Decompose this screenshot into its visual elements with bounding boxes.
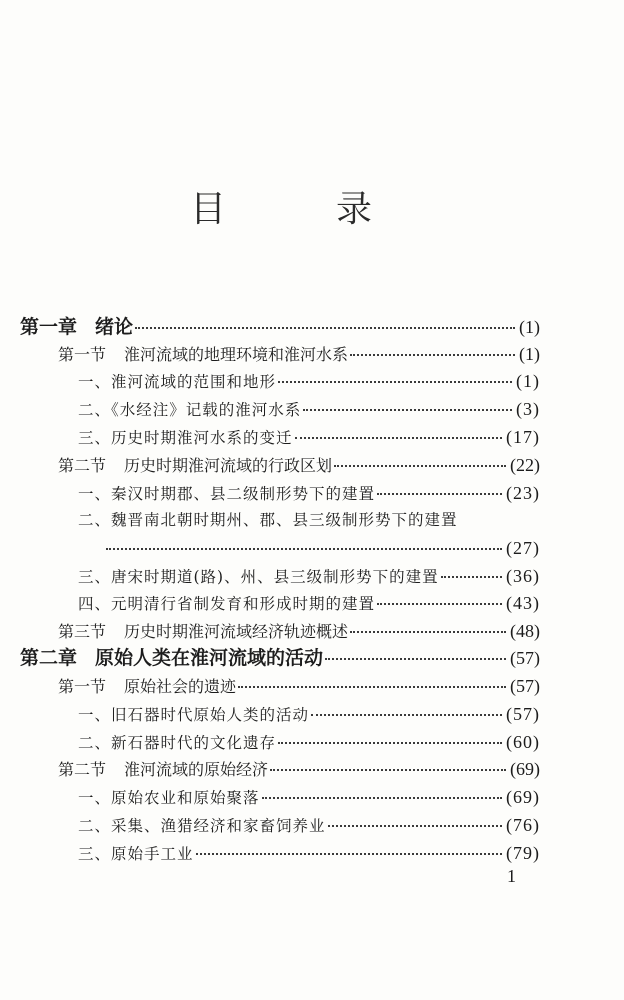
toc-section-2-2[interactable] [58, 756, 540, 782]
section-title: 淮河流域的原始经济 [124, 760, 269, 779]
chapter-title: 原始人类在淮河流域的活动 [95, 647, 324, 669]
toc-item-wrapped-title[interactable]: 二、魏晋南北朝时期州、郡、县三级制形势下的建置 [78, 511, 458, 529]
toc-item-continuation[interactable] [104, 535, 540, 561]
page-ref: (36) [506, 566, 540, 586]
dot-leader [262, 797, 502, 799]
toc-section-1-1[interactable] [58, 341, 540, 367]
section-title: 历史时期淮河流域的行政区划 [124, 456, 333, 475]
page-ref: (27) [506, 538, 540, 558]
dot-leader [350, 354, 515, 356]
toc-item[interactable] [78, 784, 540, 810]
item-title: 一、淮河流域的范围和地形 [78, 373, 277, 391]
page-ref: (1) [516, 371, 540, 391]
dot-leader [328, 825, 502, 827]
item-title: 三、原始手工业 [78, 845, 194, 863]
dot-leader [377, 493, 502, 495]
dot-leader [311, 714, 502, 716]
page-ref: (23) [506, 483, 540, 503]
dot-leader [441, 576, 502, 578]
dot-leader [350, 631, 506, 633]
dot-leader [303, 409, 512, 411]
toc-item[interactable] [78, 840, 540, 866]
item-title: 二、《水经注》记载的淮河水系 [78, 401, 302, 419]
section-label: 第二节 [58, 760, 107, 779]
toc-section-2-1[interactable] [58, 673, 540, 699]
item-title: 三、唐宋时期道(路)、州、县三级制形势下的建置 [78, 568, 439, 586]
section-title: 历史时期淮河流域经济轨迹概述 [124, 622, 349, 641]
dot-leader [196, 853, 502, 855]
toc-section-1-3[interactable] [58, 618, 540, 644]
page-ref: (60) [506, 732, 540, 752]
page-ref: (69) [506, 787, 540, 807]
item-title: 三、历史时期淮河水系的变迁 [78, 429, 293, 447]
page-ref: (17) [506, 427, 540, 447]
toc-item[interactable] [78, 812, 540, 838]
toc-item[interactable] [78, 480, 540, 506]
dot-leader [325, 658, 506, 660]
toc-item[interactable] [78, 563, 540, 589]
toc-item[interactable] [78, 590, 540, 616]
toc-item[interactable] [78, 396, 540, 422]
page-ref: (48) [510, 621, 540, 641]
dot-leader [135, 327, 515, 329]
page-ref: (1) [519, 344, 540, 364]
page-ref: (43) [506, 593, 540, 613]
item-title: 一、秦汉时期郡、县二级制形势下的建置 [78, 485, 376, 503]
toc-section-1-2[interactable] [58, 452, 540, 478]
item-title: 一、原始农业和原始聚落 [78, 789, 260, 807]
toc-item[interactable] [78, 368, 540, 394]
toc-item[interactable] [78, 701, 540, 727]
dot-leader [106, 548, 502, 550]
toc-chapter-2[interactable] [20, 645, 540, 671]
dot-leader [278, 381, 512, 383]
page-ref: (79) [506, 843, 540, 863]
item-title: 四、元明清行省制发育和形成时期的建置 [78, 595, 376, 613]
toc-chapter-1[interactable] [20, 314, 540, 340]
section-label: 第三节 [58, 622, 107, 641]
item-title: 二、新石器时代的文化遗存 [78, 734, 277, 752]
dot-leader [377, 603, 502, 605]
page-ref: (76) [506, 815, 540, 835]
section-title: 淮河流域的地理环境和淮河水系 [124, 345, 349, 364]
section-label: 第二节 [58, 456, 107, 475]
toc-heading [0, 188, 624, 238]
toc-item[interactable] [78, 424, 540, 450]
dot-leader [295, 437, 502, 439]
dot-leader [278, 742, 502, 744]
section-title: 原始社会的遗迹 [124, 677, 237, 696]
chapter-label: 第一章 [20, 316, 78, 338]
page-ref: (69) [510, 759, 540, 779]
section-label: 第一节 [58, 677, 107, 696]
page-number: 1 [507, 866, 516, 886]
toc-item[interactable] [78, 729, 540, 755]
toc-heading-char-2: 录 [336, 189, 373, 230]
chapter-label: 第二章 [20, 647, 78, 669]
page-ref: (57) [510, 648, 540, 668]
item-title: 一、旧石器时代原始人类的活动 [78, 706, 310, 724]
dot-leader [238, 686, 506, 688]
chapter-title: 绪论 [95, 316, 134, 338]
dot-leader [270, 769, 506, 771]
page-ref: (57) [510, 676, 540, 696]
toc-heading-char-1: 目 [190, 189, 227, 230]
page-ref: (57) [506, 704, 540, 724]
section-label: 第一节 [58, 345, 107, 364]
page-ref: (1) [519, 317, 540, 337]
page-ref: (22) [510, 455, 540, 475]
dot-leader [334, 465, 506, 467]
item-title: 二、采集、渔猎经济和家畜饲养业 [78, 817, 326, 835]
page-ref: (3) [516, 399, 540, 419]
